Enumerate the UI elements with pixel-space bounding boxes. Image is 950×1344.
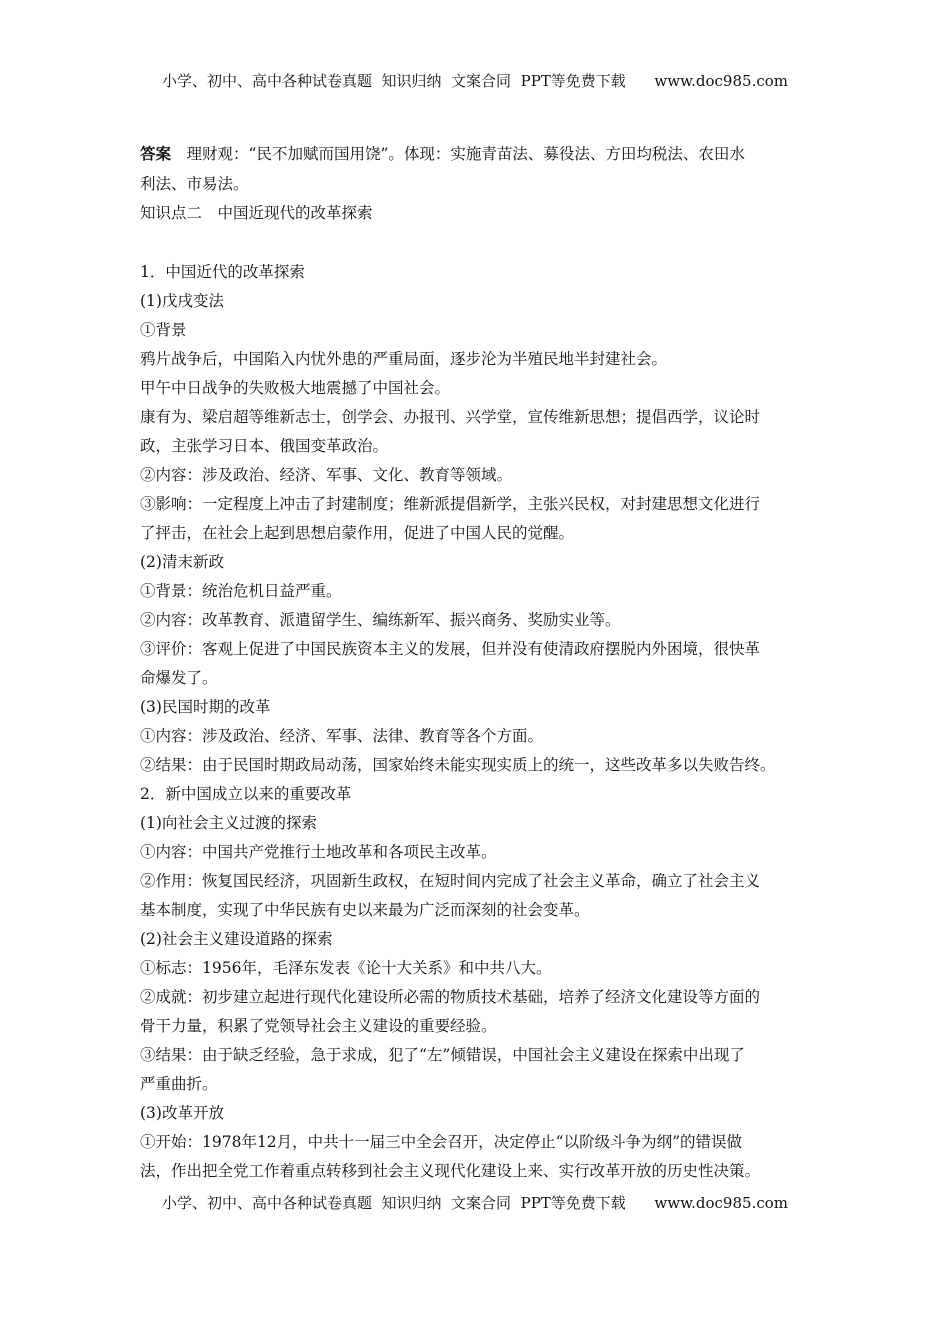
text-line: ①背景：统治危机日益严重。 (140, 582, 342, 600)
text-line: ①背景 (140, 321, 187, 339)
answer-label: 答案 (140, 144, 172, 163)
text-line: 理财观：“民不加赋而国用饶”。体现：实施青苗法、募役法、方田均税法、农田水 (186, 145, 745, 163)
subheading: (3)改革开放 (140, 1104, 224, 1122)
text-line: 骨干力量，积累了党领导社会主义建设的重要经验。 (140, 1017, 497, 1035)
answer-line (140, 144, 745, 164)
subheading: (2)社会主义建设道路的探索 (140, 930, 333, 948)
text-line: ③结果：由于缺乏经验，急于求成，犯了“左”倾错误，中国社会主义建设在探索中出现了 (140, 1046, 745, 1064)
text-line: ②内容：改革教育、派遣留学生、编练新军、振兴商务、奖励实业等。 (140, 611, 621, 629)
subheading: (1)戊戌变法 (140, 292, 224, 310)
heading: 1．中国近代的改革探索 (140, 263, 305, 281)
subheading: (2)清末新政 (140, 553, 224, 571)
text-line: 基本制度，实现了中华民族有史以来最为广泛而深刻的社会变革。 (140, 901, 590, 919)
text-line: ①内容：涉及政治、经济、军事、法律、教育等各个方面。 (140, 727, 544, 745)
text-line: ②成就：初步建立起进行现代化建设所必需的物质技术基础，培养了经济文化建设等方面的 (140, 988, 761, 1006)
page-footer: 小学、初中、高中各种试卷真题 知识归纳 文案合同 PPT等免费下载 www.doc985.com (161, 1194, 788, 1212)
text-line: ①标志：1956年，毛泽东发表《论十大关系》和中共八大。 (140, 959, 552, 977)
text-line: 鸦片战争后，中国陷入内忧外患的严重局面，逐步沦为半殖民地半封建社会。 (140, 350, 668, 368)
text-line: 康有为、梁启超等维新志士，创学会、办报刊、兴学堂，宣传维新思想；提倡西学，议论时 (140, 408, 761, 426)
heading: 2．新中国成立以来的重要改革 (140, 785, 352, 803)
text-line: ②作用：恢复国民经济，巩固新生政权，在短时间内完成了社会主义革命，确立了社会主义 (140, 872, 761, 890)
text-line: 甲午中日战争的失败极大地震撼了中国社会。 (140, 379, 451, 397)
subheading: (1)向社会主义过渡的探索 (140, 814, 317, 832)
text-line: 政，主张学习日本、俄国变革政治。 (140, 437, 389, 455)
subheading: (3)民国时期的改革 (140, 698, 271, 716)
section-title: 知识点二 中国近现代的改革探索 (140, 204, 373, 222)
text-line: 严重曲折。 (140, 1075, 218, 1093)
text-line: 法，作出把全党工作着重点转移到社会主义现代化建设上来、实行改革开放的历史性决策。 (140, 1162, 761, 1180)
text-line: ③影响：一定程度上冲击了封建制度；维新派提倡新学，主张兴民权，对封建思想文化进行 (140, 495, 761, 513)
text-line: ②内容：涉及政治、经济、军事、文化、教育等领域。 (140, 466, 513, 484)
text-line: ②结果：由于民国时期政局动荡，国家始终未能实现实质上的统一，这些改革多以失败告终。 (140, 756, 776, 774)
text-line: ①开始：1978年12月，中共十一届三中全会召开，决定停止“以阶级斗争为纲”的错误做 (140, 1133, 743, 1151)
text-line: ③评价：客观上促进了中国民族资本主义的发展，但并没有使清政府摆脱内外困境，很快革 (140, 640, 761, 658)
text-line: 了抨击，在社会上起到思想启蒙作用，促进了中国人民的觉醒。 (140, 524, 575, 542)
page-header: 小学、初中、高中各种试卷真题 知识归纳 文案合同 PPT等免费下载 www.doc985.com (161, 72, 788, 90)
text-line: 利法、市易法。 (140, 175, 249, 193)
text-line: ①内容：中国共产党推行土地改革和各项民主改革。 (140, 843, 497, 861)
text-line: 命爆发了。 (140, 669, 218, 687)
